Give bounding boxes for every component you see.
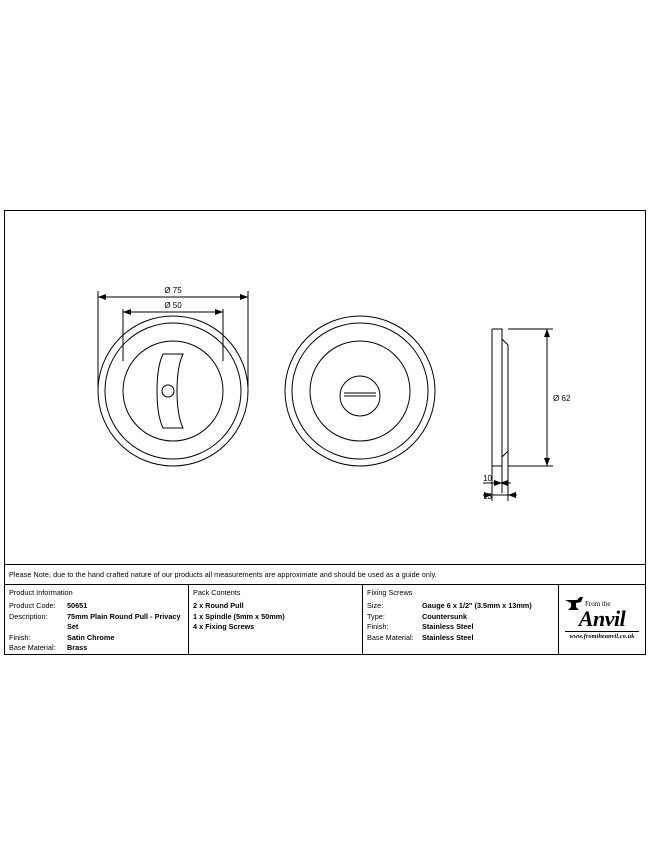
- dim-label-side-diameter: Ø 62: [553, 394, 571, 403]
- arrow-13-right: [508, 492, 516, 498]
- product-code-value: 50651: [67, 601, 88, 610]
- product-information-column: [5, 585, 189, 654]
- technical-drawing-sheet: [4, 210, 646, 655]
- table-row: [9, 612, 188, 633]
- logo-url: www.fromtheanvil.co.uk: [569, 632, 635, 640]
- pack-contents-title: Pack Contents: [193, 588, 241, 597]
- screw-finish-label: Finish:: [367, 622, 389, 631]
- arrow-62-bottom: [544, 458, 550, 466]
- table-row: [367, 612, 558, 623]
- product-drawing-svg: [5, 211, 645, 564]
- table-row: [367, 622, 558, 633]
- info-table: [5, 584, 645, 654]
- dim-label-outer-diameter: Ø 75: [164, 286, 182, 295]
- finish-label: Finish:: [9, 632, 31, 642]
- description-label: Description:: [9, 611, 48, 621]
- screw-base-material-label: Base Material:: [367, 632, 414, 642]
- screw-finish-value: Stainless Steel: [422, 622, 474, 631]
- side-body: [492, 329, 502, 466]
- list-item: 4 x Fixing Screws: [193, 622, 255, 631]
- product-code-label: Product Code:: [9, 601, 56, 610]
- dim-label-inner-diameter: Ø 50: [164, 301, 182, 310]
- finish-value: Satin Chrome: [67, 632, 115, 642]
- front-recess-circle: [123, 341, 223, 441]
- spindle-hole: [162, 385, 174, 397]
- arrow-10-right: [500, 480, 508, 486]
- arrow-62-top: [544, 329, 550, 337]
- arrow-50-left: [123, 309, 131, 315]
- fixing-screws-title: Fixing Screws: [367, 588, 413, 597]
- screw-type-value: Countersunk: [422, 611, 467, 621]
- brand-logo: [559, 585, 645, 654]
- screw-type-label: Type:: [367, 611, 385, 621]
- dim-label-rim-depth: 10: [483, 474, 492, 483]
- side-rim-profile: [502, 339, 508, 457]
- brand-logo-column: [559, 585, 645, 654]
- drawing-area: [5, 211, 645, 564]
- anvil-icon: [563, 591, 585, 613]
- measurement-note-row: [5, 564, 645, 584]
- table-row: [9, 643, 188, 654]
- fixing-screws-column: [363, 585, 559, 654]
- front-outer-circle: [98, 316, 248, 466]
- logo-line2: Anvil: [578, 605, 626, 631]
- screw-size-value: Gauge 6 x 1/2" (3.5mm x 13mm): [422, 601, 532, 610]
- dim-label-total-depth: 13: [483, 492, 492, 501]
- base-material-value: Brass: [67, 643, 88, 652]
- arrow-50-right: [215, 309, 223, 315]
- screw-base-material-value: Stainless Steel: [422, 632, 474, 642]
- logo-line1: From the: [585, 599, 611, 608]
- description-value: 75mm Plain Round Pull - Privacy Set: [67, 611, 181, 631]
- front-outer-ring-inner: [105, 323, 241, 459]
- measurement-note: Please Note, due to the hand crafted nature of our products all measurements are approximate and should be used as a guide only.: [9, 570, 437, 579]
- list-item: 2 x Round Pull: [193, 601, 244, 610]
- arrow-75-left: [98, 294, 106, 300]
- privacy-recess-circle: [310, 341, 410, 441]
- logo-divider: [565, 631, 639, 632]
- table-row: [9, 633, 188, 644]
- privacy-outer-circle: [285, 316, 435, 466]
- screw-size-label: Size:: [367, 601, 384, 610]
- product-information-title: Product Information: [9, 588, 73, 597]
- list-item: 1 x Spindle (5mm x 50mm): [193, 611, 285, 621]
- pack-contents-column: [189, 585, 363, 654]
- finger-pull-shape: [157, 354, 183, 428]
- table-row: [9, 601, 188, 612]
- table-row: [367, 633, 558, 644]
- arrow-75-right: [240, 294, 248, 300]
- table-row: [367, 601, 558, 612]
- base-material-label: Base Material:: [9, 643, 56, 652]
- privacy-outer-ring-inner: [292, 323, 428, 459]
